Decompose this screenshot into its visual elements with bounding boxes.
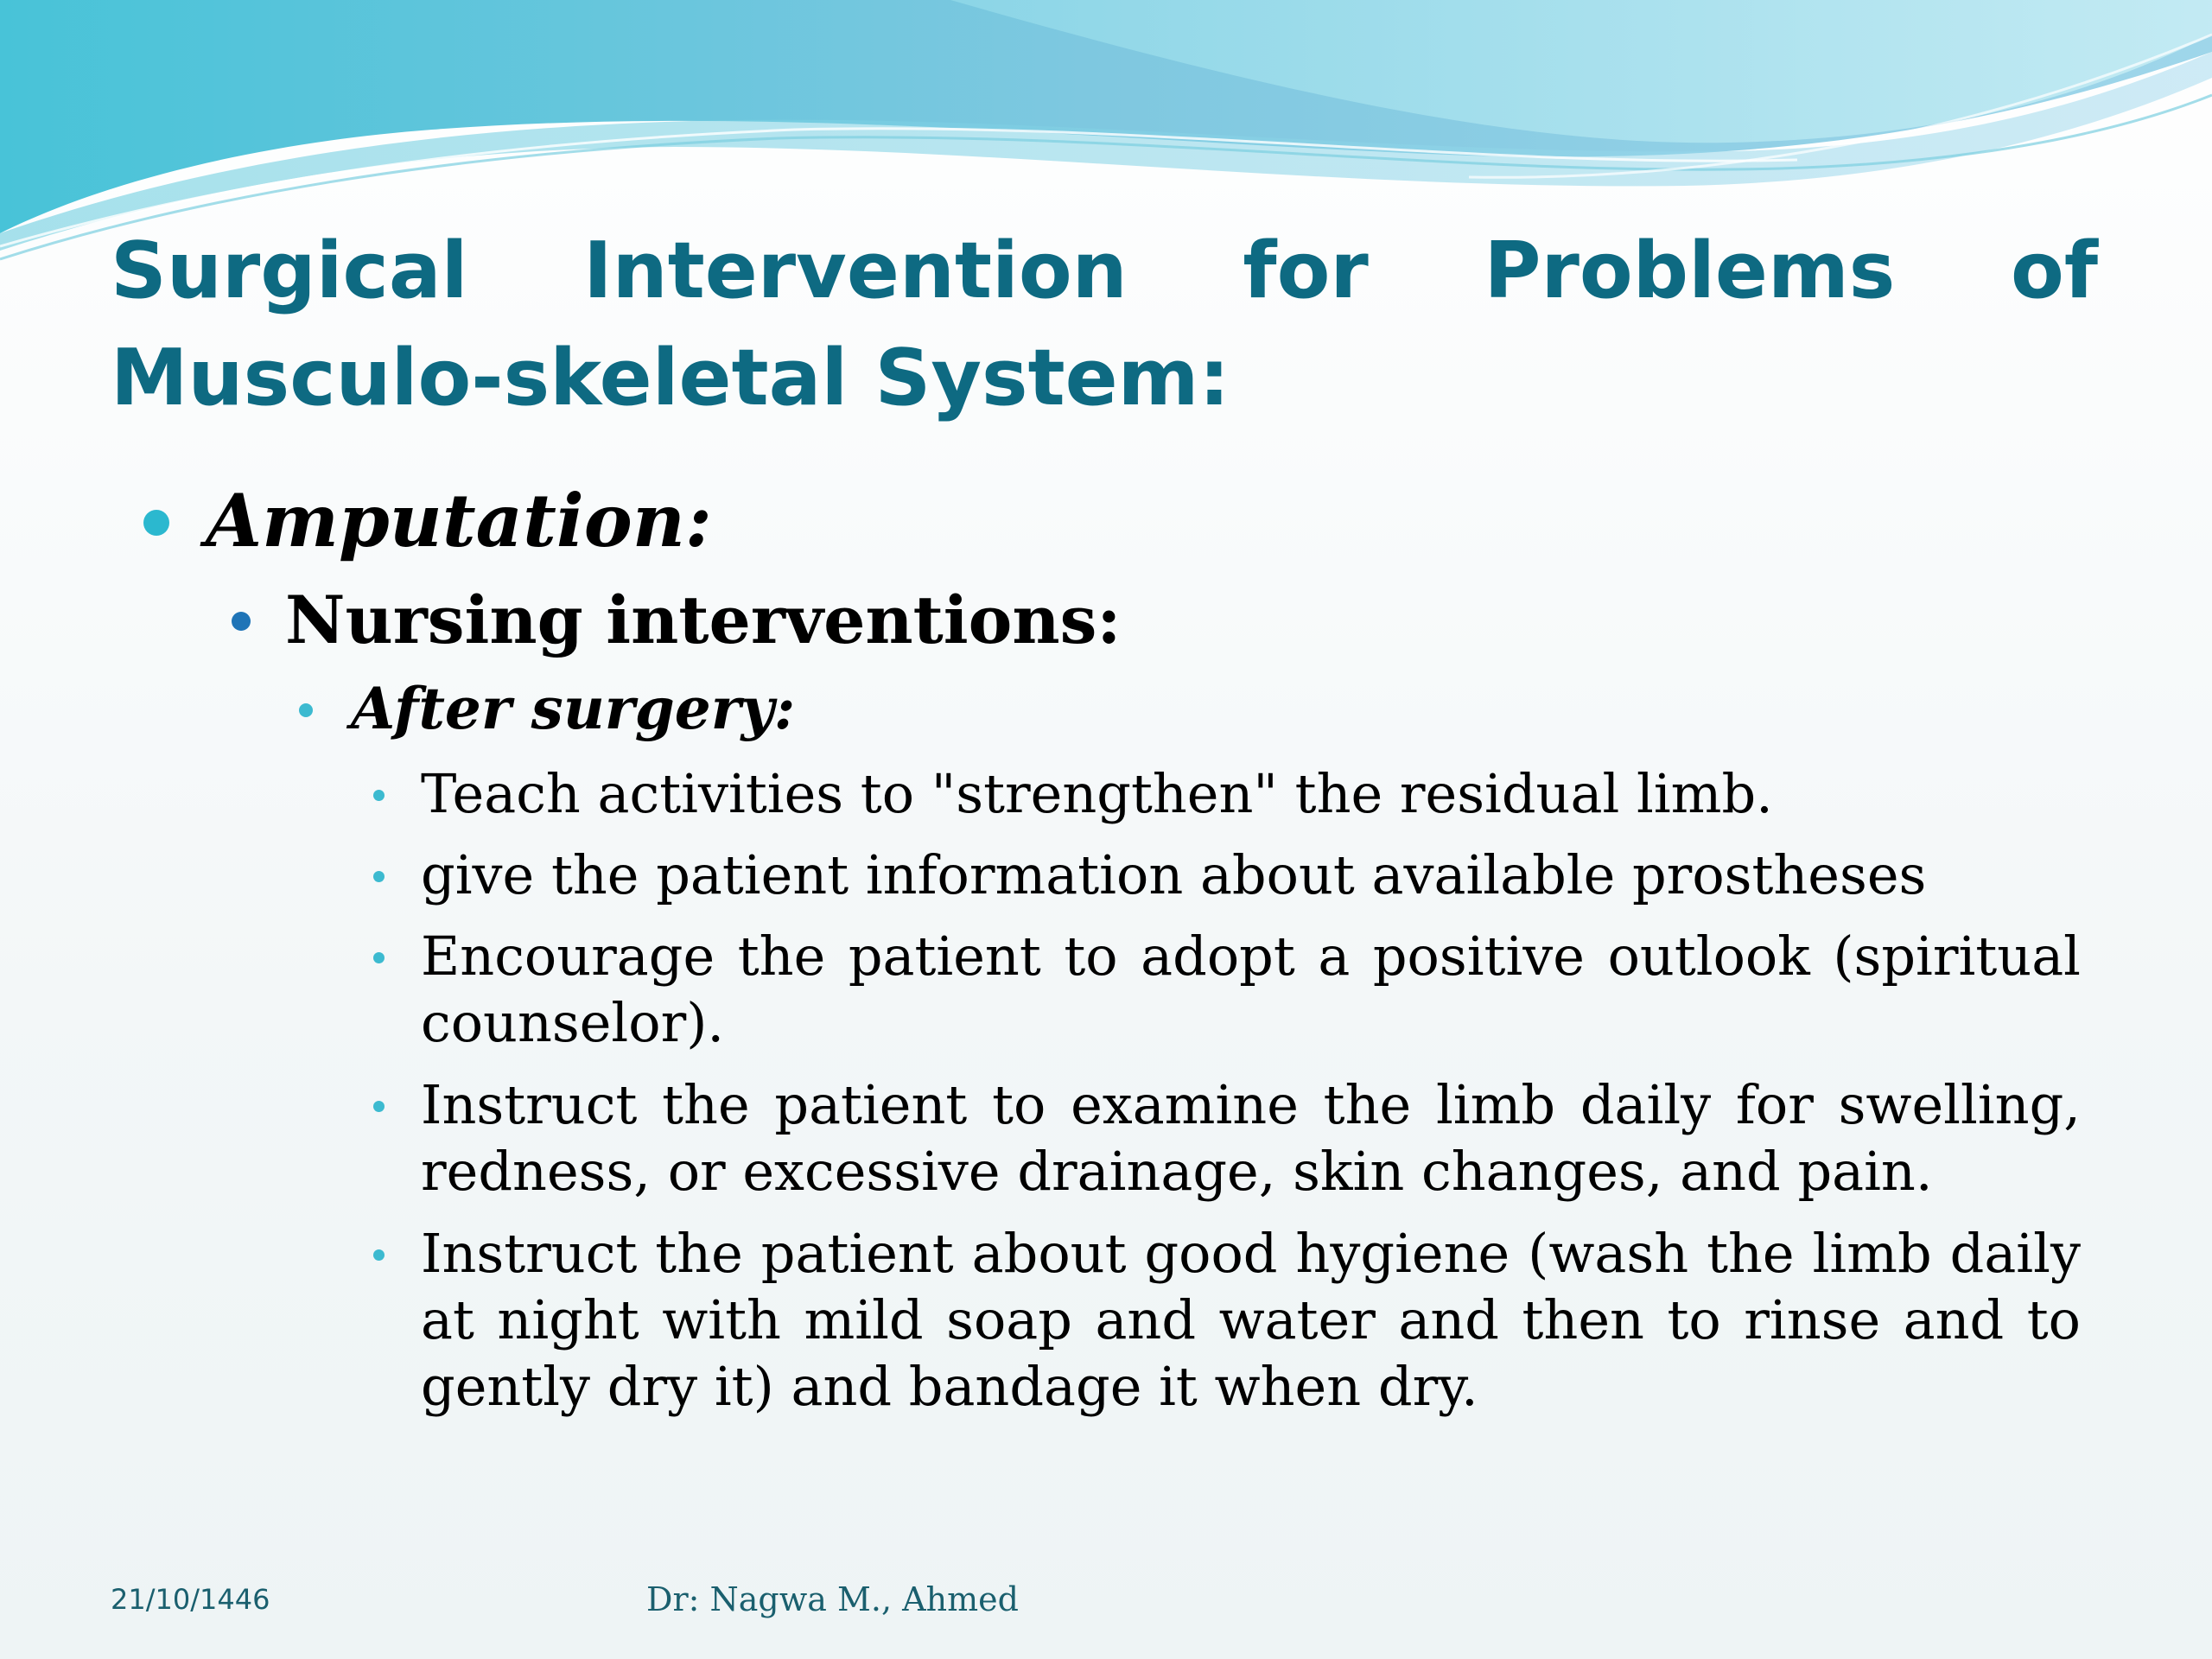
point-text: Instruct the patient about good hygiene (wash the limb daily at night with mild soap and water and then to rinse and to gently dry it) and bandage it when dry. bbox=[421, 1222, 2081, 1418]
bullet-dot-icon bbox=[143, 510, 169, 536]
list-item bbox=[373, 842, 2081, 908]
bullet-dot-icon bbox=[373, 1101, 385, 1112]
bullet-level2-nursing bbox=[232, 577, 1121, 664]
heading-nursing-interventions: Nursing interventions: bbox=[285, 582, 1122, 658]
heading-after-surgery: After surgery: bbox=[351, 675, 796, 742]
bullet-dot-icon bbox=[232, 612, 251, 631]
bullet-dot-icon bbox=[373, 952, 385, 963]
list-item bbox=[373, 1220, 2081, 1420]
list-item bbox=[373, 923, 2081, 1056]
point-text: Teach activities to "strengthen" the residual limb. bbox=[421, 762, 1773, 825]
slide-title: Surgical Intervention for Problems of Musculo-skeletal System: bbox=[111, 226, 2098, 423]
bullet-level3-after-surgery bbox=[299, 671, 795, 747]
footer-date: 21/10/1446 bbox=[111, 1583, 270, 1616]
point-text: Instruct the patient to examine the limb daily for swelling, redness, or excessive drainage, skin changes, and pain. bbox=[421, 1073, 2081, 1203]
bullet-dot-icon bbox=[299, 703, 313, 717]
point-text: give the patient information about available prostheses bbox=[421, 843, 1927, 906]
bullet-dot-icon bbox=[373, 871, 385, 882]
bullet-level1-amputation bbox=[143, 474, 712, 569]
point-text: Encourage the patient to adopt a positive outlook (spiritual counselor). bbox=[421, 925, 2081, 1054]
bullet-dot-icon bbox=[373, 790, 385, 801]
heading-amputation: Amputation: bbox=[206, 478, 712, 563]
list-item bbox=[373, 1071, 2081, 1205]
bullet-dot-icon bbox=[373, 1249, 385, 1261]
footer-author: Dr: Nagwa M., Ahmed bbox=[646, 1580, 1019, 1618]
list-item bbox=[373, 760, 2081, 827]
